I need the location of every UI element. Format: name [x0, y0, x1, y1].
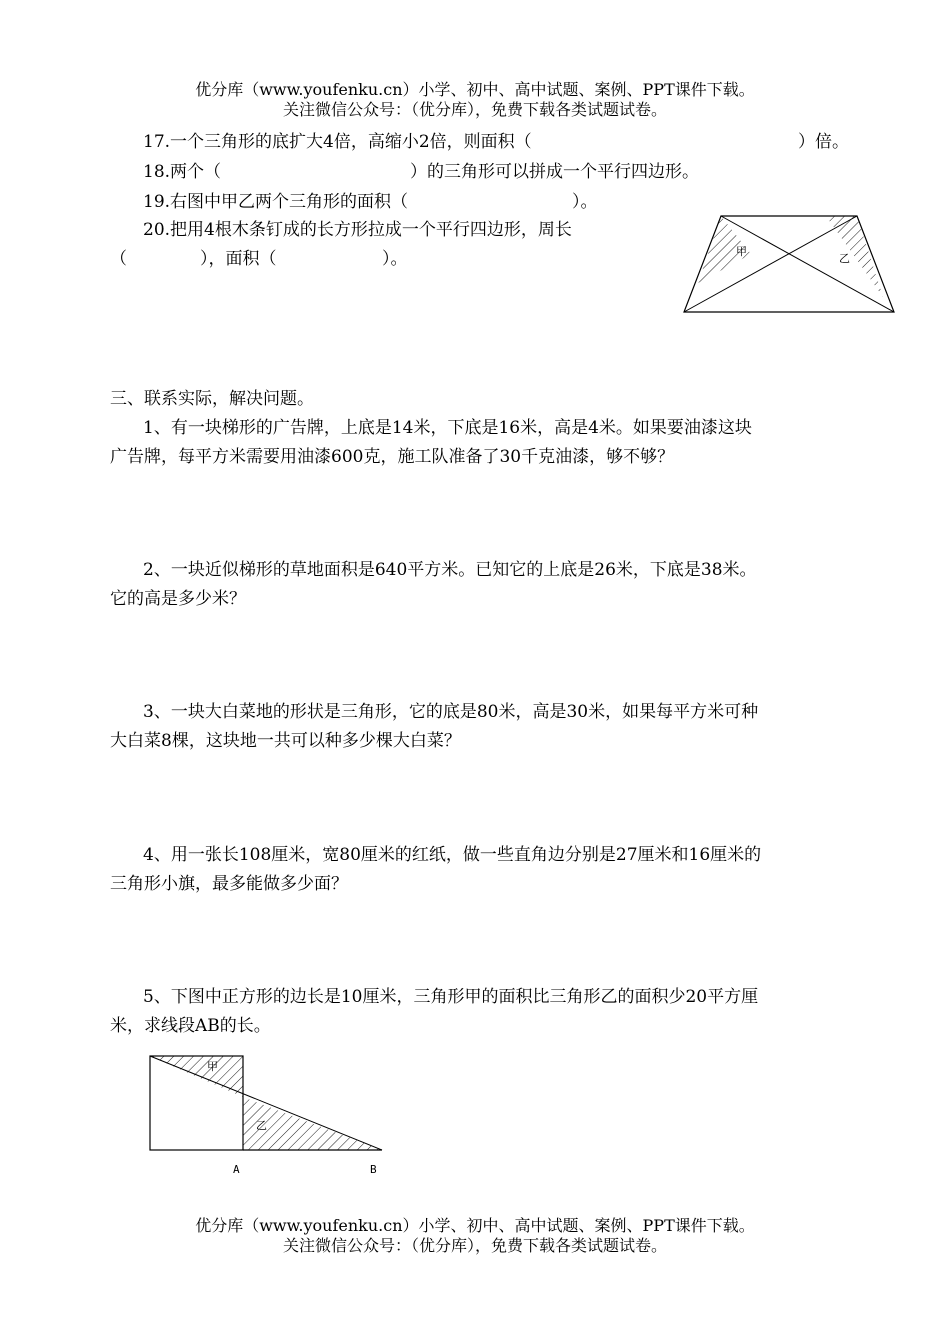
problem-5-line-1: 5、下图中正方形的边长是10厘米，三角形甲的面积比三角形乙的面积少20平方厘	[143, 987, 759, 1007]
footer-line-1: 优分库（www.youfenku.cn）小学、初中、高中试题、案例、PPT课件下载。	[195, 1216, 755, 1235]
question-17-close: ）倍。	[798, 132, 849, 152]
label-yi-small: 乙	[256, 1119, 267, 1132]
trapezoid-figure	[680, 212, 900, 316]
question-19-close: ）。	[572, 192, 598, 212]
square-figure	[140, 1050, 390, 1156]
footer-line-2: 关注微信公众号：（优分库），免费下载各类试题试卷。	[282, 1236, 667, 1255]
point-a-label: A	[233, 1163, 240, 1176]
problem-2-line-2: 它的高是多少米？	[110, 589, 246, 609]
problem-2-line-1: 2、一块近似梯形的草地面积是640平方米。已知它的上底是26米，下底是38米。	[143, 560, 757, 580]
question-20-mid: ），面积（	[200, 249, 277, 269]
question-18-close: ）的三角形可以拼成一个平行四边形。	[410, 162, 699, 182]
problem-1-line-2: 广告牌，每平方米需要用油漆600克，施工队准备了30千克油漆，够不够？	[110, 447, 675, 467]
problem-3-line-2: 大白菜8棵，这块地一共可以种多少棵大白菜？	[110, 731, 461, 751]
header-line-2: 关注微信公众号：（优分库），免费下载各类试题试卷。	[282, 100, 667, 119]
problem-4-line-2: 三角形小旗，最多能做多少面？	[110, 874, 348, 894]
question-18: 18.两个（	[143, 162, 222, 182]
problem-3-line-1: 3、一块大白菜地的形状是三角形，它的底是80米，高是30米，如果每平方米可种	[143, 702, 759, 722]
problem-1-line-1: 1、有一块梯形的广告牌，上底是14米，下底是16米，高是4米。如果要油漆这块	[143, 418, 752, 438]
problem-4-line-1: 4、用一张长108厘米，宽80厘米的红纸，做一些直角边分别是27厘米和16厘米的	[143, 845, 762, 865]
question-20-open: （	[110, 249, 127, 269]
label-jia-small: 甲	[207, 1060, 218, 1073]
section-3-title: 三、联系实际，解决问题。	[110, 389, 314, 409]
label-yi: 乙	[839, 252, 850, 265]
label-jia: 甲	[736, 245, 747, 258]
header-line-1: 优分库（www.youfenku.cn）小学、初中、高中试题、案例、PPT课件下载。	[195, 80, 755, 99]
question-19: 19.右图中甲乙两个三角形的面积（	[143, 192, 409, 212]
question-17: 17.一个三角形的底扩大4倍，高缩小2倍，则面积（	[143, 132, 532, 152]
question-20-line-1: 20.把用4根木条钉成的长方形拉成一个平行四边形，周长	[143, 220, 572, 240]
problem-5-line-2: 米，求线段AB的长。	[110, 1016, 271, 1036]
question-20-close: ）。	[382, 249, 408, 269]
point-b-label: B	[370, 1163, 377, 1176]
